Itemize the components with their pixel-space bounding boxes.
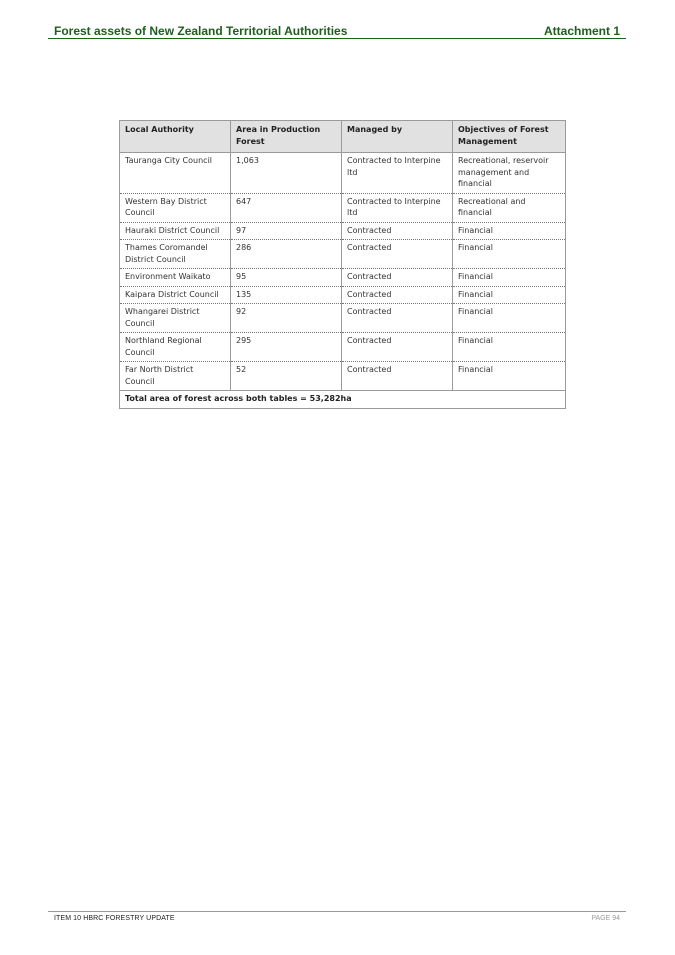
table-row <box>120 304 566 333</box>
table-header-row <box>120 121 566 153</box>
cell-managed: Contracted <box>342 304 453 333</box>
total-area-cell: Total area of forest across both tables = 53,282ha <box>120 391 566 409</box>
column-header-managed-by: Managed by <box>342 121 453 153</box>
cell-objectives: Financial <box>453 269 566 287</box>
cell-area: 92 <box>231 304 342 333</box>
cell-managed: Contracted <box>342 362 453 391</box>
cell-area: 95 <box>231 269 342 287</box>
cell-area: 647 <box>231 193 342 222</box>
table-row <box>120 362 566 391</box>
cell-objectives: Financial <box>453 286 566 304</box>
forest-assets-table <box>119 120 566 409</box>
forest-table-image <box>119 120 565 403</box>
cell-managed: Contracted <box>342 333 453 362</box>
table-row <box>120 269 566 287</box>
cell-authority: Western Bay District Council <box>120 193 231 222</box>
cell-authority: Far North District Council <box>120 362 231 391</box>
cell-managed: Contracted to Interpine ltd <box>342 153 453 194</box>
cell-authority: Whangarei District Council <box>120 304 231 333</box>
page-header <box>48 24 626 39</box>
cell-authority: Thames Coromandel District Council <box>120 240 231 269</box>
cell-authority: Kaipara District Council <box>120 286 231 304</box>
table-row <box>120 240 566 269</box>
page-number: PAGE 94 <box>591 915 620 922</box>
table-row <box>120 153 566 194</box>
page-footer <box>48 911 626 924</box>
cell-managed: Contracted to Interpine ltd <box>342 193 453 222</box>
cell-objectives: Financial <box>453 333 566 362</box>
cell-area: 295 <box>231 333 342 362</box>
table-total-row <box>120 391 566 409</box>
table-row <box>120 222 566 240</box>
cell-managed: Contracted <box>342 269 453 287</box>
cell-authority: Environment Waikato <box>120 269 231 287</box>
cell-managed: Contracted <box>342 222 453 240</box>
cell-area: 52 <box>231 362 342 391</box>
cell-managed: Contracted <box>342 286 453 304</box>
cell-authority: Hauraki District Council <box>120 222 231 240</box>
attachment-label: Attachment 1 <box>543 24 620 38</box>
cell-objectives: Financial <box>453 222 566 240</box>
cell-area: 1,063 <box>231 153 342 194</box>
column-header-objectives: Objectives of Forest Management <box>453 121 566 153</box>
footer-item-label: ITEM 10 HBRC FORESTRY UPDATE <box>54 915 175 922</box>
cell-objectives: Recreational, reservoir management and financial <box>453 153 566 194</box>
cell-authority: Northland Regional Council <box>120 333 231 362</box>
table-row <box>120 286 566 304</box>
cell-authority: Tauranga City Council <box>120 153 231 194</box>
cell-area: 135 <box>231 286 342 304</box>
cell-objectives: Financial <box>453 304 566 333</box>
cell-objectives: Financial <box>453 362 566 391</box>
cell-objectives: Recreational and financial <box>453 193 566 222</box>
column-header-local-authority: Local Authority <box>120 121 231 153</box>
cell-area: 97 <box>231 222 342 240</box>
cell-area: 286 <box>231 240 342 269</box>
document-title: Forest assets of New Zealand Territorial Authorities <box>54 24 348 38</box>
cell-objectives: Financial <box>453 240 566 269</box>
table-row <box>120 193 566 222</box>
table-row <box>120 333 566 362</box>
column-header-area: Area in Production Forest <box>231 121 342 153</box>
cell-managed: Contracted <box>342 240 453 269</box>
